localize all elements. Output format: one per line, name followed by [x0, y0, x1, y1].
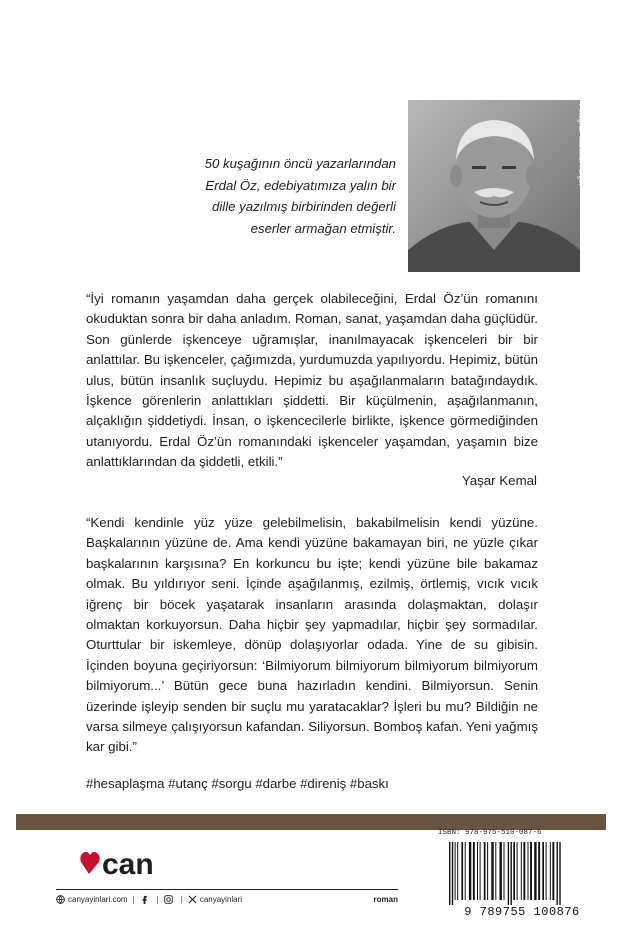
barcode-bar [508, 842, 509, 906]
footer-divider [56, 889, 398, 890]
barcode-bar [455, 842, 456, 900]
social-handle[interactable]: canyayinlari [199, 894, 243, 904]
barcode-bar [534, 842, 536, 900]
author-photo [408, 100, 580, 272]
barcode-bar [542, 842, 544, 900]
barcode-number: 9 789755 100876 [432, 905, 612, 919]
barcode-bar [504, 842, 505, 900]
author-portrait-image [408, 100, 580, 272]
barcode-bar [517, 842, 518, 900]
barcode-bar [477, 842, 478, 900]
barcode-bar [513, 842, 515, 900]
barcode-bar [511, 842, 512, 906]
barcode-bar [480, 842, 481, 900]
isbn-label: ISBN: 978-975-510-087-6 [438, 829, 542, 837]
barcode-bars [437, 840, 607, 906]
photo-credit: Fotoğraf: Mahmut Turgut [577, 104, 584, 186]
footer [56, 891, 398, 907]
barcode-bar [523, 842, 525, 900]
book-excerpt: “Kendi kendinle yüz yüze gelebilmelisin, bakabilmelisin kendi yüzüne. Başkalarının yüzüne de. Ama kendi yüzüne bakamayan biri, ne yüzle çıkar başkalarının karşısına? En korkuncu bu işte; kendi yüzüne bile bakamaz olmak. Bu yıldırıyor seni. İçinde aşağılanmış, ezilmiş, örtlemiş, vıcık vıcık iğrenç bir böcek yaşatarak insanların arasında dolaşmaktan, dolaşır olmaktan korkuyorsun. Daha hiçbir şey yapmadılar, hiçbir şey sormadılar. Oturttular bir iskemleye, dönüp dolaşıyorlar odada. Yine de su gibisin. İçinden boyuna geçiriyorsun: ‘Bilmiyorum bilmiyorum bilmiyorum bilmiyorum bilmiyorum...’ Bütün gece buna hazırladın kendini. Bilmiyorsun. Senin üzerinde işleyip senden bir suçlu mu yaratacaklar? İşleri bu mu? Bildiğin ne varsa silmeye çalışıyorsun kafandan. Siliyorsun. Bomboş kafan. Yeni yağmış kar gibi.” [86, 515, 538, 755]
barcode-bar [461, 842, 463, 900]
barcode-bar [550, 842, 551, 900]
footer-separator: | [156, 894, 159, 904]
barcode-bar [452, 842, 453, 906]
barcode-bar [491, 842, 493, 900]
book-category: roman [373, 894, 398, 904]
barcode-bar [528, 842, 529, 900]
barcode-bar [465, 842, 466, 900]
barcode-bar [457, 842, 458, 900]
barcode-bar [495, 842, 496, 900]
facebook-icon[interactable] [140, 895, 149, 904]
quote-yasar-kemal: “İyi romanın yaşamdan daha gerçek olabileceğini, Erdal Öz’ün romanını okuduktan sonra bir daha anladım. Roman, sanat, yaşamdan daha güçlüdür. Son günlerde işkenceye uğramışlar, inanılmayacak işkenceleri bir bir anlattılar. Bu işkenceler, çağımızda, yurdumuzda yapılıyordu. Hepimiz, bütün ulus, bütün insanlık suçluydu. Hepimiz bu aşağılanmaların batağındaydık. İşkence görenlerin anlattıkları şiddetti. Bir küçülmenin, aşağılanmanın, alçaklığın şiddetiydi. İnsan, o işkencecilerle birlikte, işkence görmediğinden utanıyordu. Erdal Öz’ün romanındaki işkenceler yaşamdan, yaşamın bize anlattıklarından da şiddetli, etkili.” [86, 291, 538, 470]
author-intro: 50 kuşağının öncü yazarlarından Erdal Öz, edebiyatımıza yalın bir dille yazılmış birbirinden değerli eserler armağan etmiştir. [204, 156, 396, 236]
barcode-bar [521, 842, 522, 900]
website-link[interactable]: canyayinlari.com [68, 894, 128, 904]
footer-separator: | [180, 894, 183, 904]
logo-text: can [102, 848, 154, 878]
barcode-bar [469, 842, 471, 900]
quote-attribution: Yaşar Kemal [461, 473, 537, 488]
hashtags: #hesaplaşma #utanç #sorgu #darbe #direniş #baskı [86, 776, 389, 791]
barcode-bar [484, 842, 486, 900]
barcode-bar [487, 842, 488, 900]
can-logo-icon [80, 846, 154, 878]
barcode-bar [449, 842, 450, 906]
globe-icon [56, 895, 65, 904]
instagram-icon[interactable] [164, 895, 173, 904]
publisher-logo [80, 846, 154, 878]
barcode-bar [530, 842, 532, 900]
decorative-band [16, 814, 606, 830]
barcode-bar [552, 842, 554, 900]
barcode-bar [473, 842, 475, 900]
footer-separator: | [132, 894, 135, 904]
barcode-bar [538, 842, 540, 900]
barcode-bar [559, 842, 560, 906]
barcode-bar [500, 842, 502, 900]
barcode-bar [557, 842, 558, 906]
barcode-bar [546, 842, 547, 900]
x-icon[interactable] [188, 895, 197, 904]
